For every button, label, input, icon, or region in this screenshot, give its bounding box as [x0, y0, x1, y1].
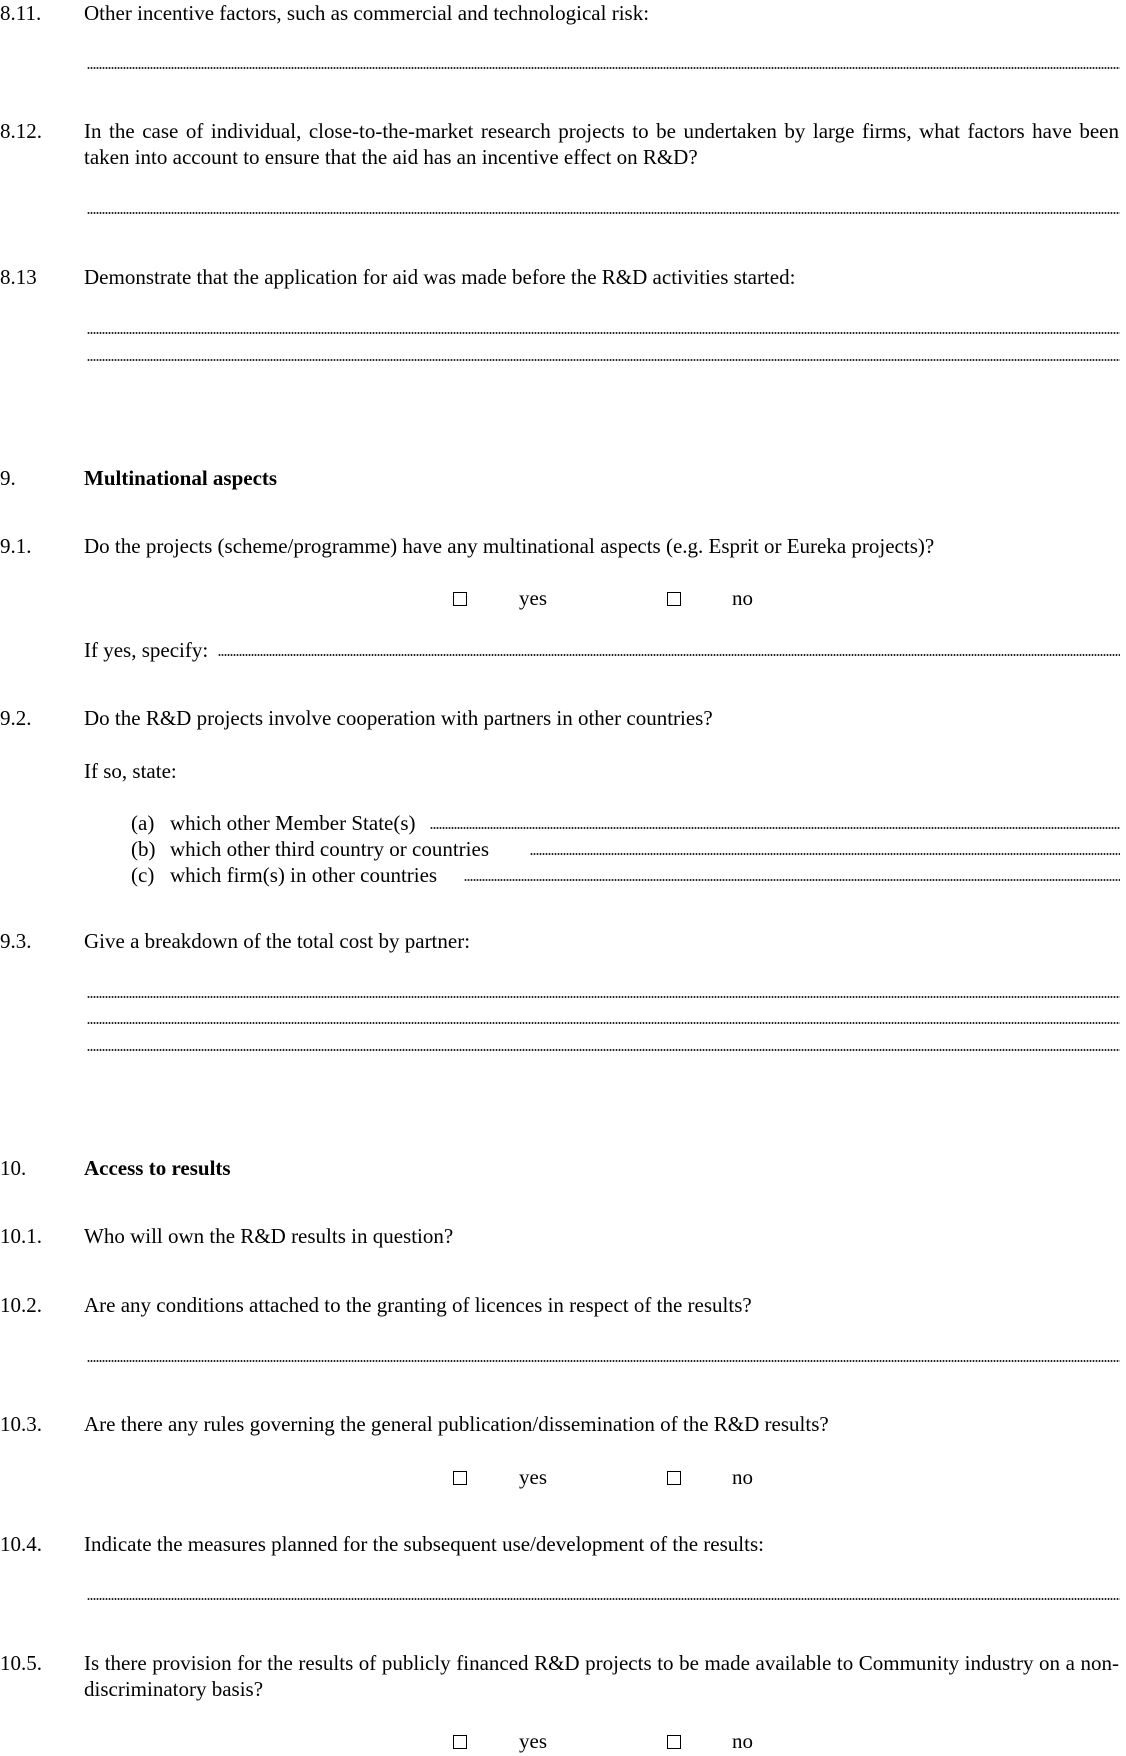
- no-label: no: [732, 1465, 753, 1489]
- item-mark: (b): [131, 837, 156, 861]
- question-text: Are any conditions attached to the granting of licences in respect of the results?: [84, 1293, 752, 1317]
- question-text: Demonstrate that the application for aid was made before the R&D activities started:: [84, 265, 796, 289]
- answer-line[interactable]: [87, 1360, 1120, 1362]
- no-label: no: [732, 1729, 753, 1753]
- question-number: 8.12.: [0, 119, 42, 143]
- question-text: Do the R&D projects involve cooperation with partners in other countries?: [84, 706, 713, 730]
- question-text: Indicate the measures planned for the subsequent use/development of the results:: [84, 1532, 764, 1556]
- question-number: 9.1.: [0, 534, 32, 558]
- section-number: 9.: [0, 466, 16, 490]
- yes-label: yes: [519, 1729, 547, 1753]
- question-text: Who will own the R&D results in question?: [84, 1224, 454, 1248]
- question-text: Do the projects (scheme/programme) have any multinational aspects (e.g. Esprit or Eureka projects)?: [84, 534, 935, 558]
- section-title: Multinational aspects: [84, 466, 278, 490]
- item-mark: (a): [131, 811, 155, 835]
- checkbox-icon: [667, 1471, 681, 1485]
- no-checkbox[interactable]: [667, 1464, 681, 1490]
- answer-line[interactable]: [87, 212, 1120, 214]
- list-item-b: [131, 836, 156, 862]
- answer-line[interactable]: [87, 1598, 1120, 1600]
- yes-checkbox[interactable]: [453, 1728, 467, 1754]
- section-title: Access to results: [84, 1156, 231, 1180]
- question-number: 10.5.: [0, 1651, 42, 1675]
- if-so-label: If so, state:: [84, 759, 177, 783]
- yes-checkbox[interactable]: [453, 585, 467, 611]
- checkbox-icon: [453, 592, 467, 606]
- yes-label: yes: [519, 586, 547, 610]
- answer-line[interactable]: [87, 1022, 1120, 1024]
- question-number: 8.13: [0, 265, 37, 289]
- question-number: 9.3.: [0, 929, 32, 953]
- checkbox-icon: [667, 592, 681, 606]
- question-text: Give a breakdown of the total cost by partner:: [84, 929, 471, 953]
- answer-line[interactable]: [87, 332, 1120, 334]
- question-text: Other incentive factors, such as commercial and technological risk:: [84, 1, 650, 25]
- list-item-c: [131, 862, 154, 888]
- no-checkbox[interactable]: [667, 1728, 681, 1754]
- question-text: In the case of individual, close-to-the-market research projects to be undertaken by large firms, what factors have been taken into account to ensure that the aid has an incentive effect on R&D?: [84, 119, 1119, 169]
- answer-line[interactable]: [87, 996, 1120, 998]
- question-number: 8.11.: [0, 1, 42, 25]
- item-text: which other third country or countries: [170, 837, 489, 861]
- question-number: 10.3.: [0, 1412, 42, 1436]
- list-item-a: [131, 810, 154, 836]
- member-state-line[interactable]: [430, 827, 1120, 829]
- yes-checkbox[interactable]: [453, 1464, 467, 1490]
- question-number: 10.2.: [0, 1293, 42, 1317]
- if-yes-specify-label: If yes, specify:: [84, 638, 209, 662]
- specify-line[interactable]: [218, 654, 1120, 656]
- firms-line[interactable]: [464, 879, 1120, 881]
- question-number: 9.2.: [0, 706, 32, 730]
- checkbox-icon: [667, 1735, 681, 1749]
- yes-label: yes: [519, 1465, 547, 1489]
- checkbox-icon: [453, 1735, 467, 1749]
- question-text: Is there provision for the results of publicly financed R&D projects to be made available to Community industry on a non-discriminatory basis?: [84, 1651, 1119, 1701]
- question-number: 10.1.: [0, 1224, 42, 1248]
- item-mark: (c): [131, 863, 155, 887]
- checkbox-icon: [453, 1471, 467, 1485]
- question-text: Are there any rules governing the general publication/dissemination of the R&D results?: [84, 1412, 829, 1436]
- no-label: no: [732, 586, 753, 610]
- answer-line[interactable]: [87, 67, 1120, 69]
- no-checkbox[interactable]: [667, 585, 681, 611]
- answer-line[interactable]: [87, 359, 1120, 361]
- third-country-line[interactable]: [530, 853, 1120, 855]
- item-text: which firm(s) in other countries: [170, 863, 438, 887]
- item-text: which other Member State(s): [170, 811, 416, 835]
- question-number: 10.4.: [0, 1532, 42, 1556]
- answer-line[interactable]: [87, 1049, 1120, 1051]
- section-number: 10.: [0, 1156, 27, 1180]
